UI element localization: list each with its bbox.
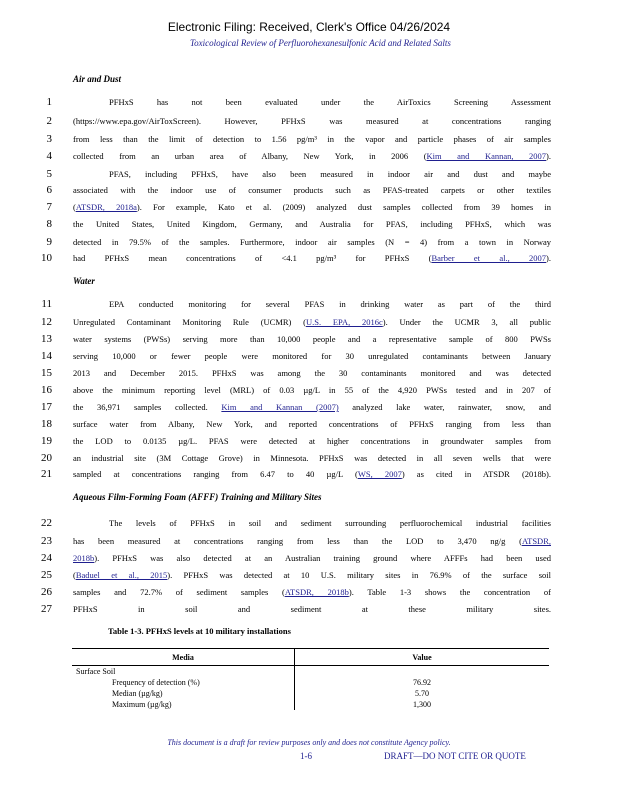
line-text: the United States, United Kingdom, Germany, and Australia for PFAS, including PFHxS, which was [73,219,551,229]
line-text: samples and 72.7% of sediment samples ( [73,587,285,597]
line-text: PFHxS has not been evaluated under the AirToxics Screening Assessment [109,97,551,107]
line-number: 19 [41,435,52,447]
disclaimer: This document is a draft for review purposes only and does not constitute Agency policy. [167,738,451,747]
line-number: 18 [41,418,52,430]
text-line [73,202,551,212]
citation-link[interactable]: Kim and Kannan (2007) [221,402,339,412]
line-number: 8 [46,218,52,230]
text-line [73,334,551,344]
row-label: Frequency of detection (%) [72,677,295,688]
line-number: 23 [41,535,52,547]
text-line [73,116,551,126]
row-value: 5.70 [415,689,429,698]
text-line [73,402,551,412]
row-value: 76.92 [413,678,431,687]
text-line [73,518,551,528]
text-line [73,604,551,614]
citation-link[interactable]: Barber et al., 2007 [431,253,547,263]
column-header-value: Value [295,649,550,666]
table-row [72,688,549,699]
line-text: ). [546,151,551,161]
line-number: 22 [41,517,52,529]
line-text: the LOD to 0.0135 µg/L. PFAS were detected at higher concentrations in groundwater samples from [73,436,551,446]
line-text: above the minimum reporting level (MRL) of 0.03 µg/L in 55 of the 4,920 PWSs tested and in 207 of [73,385,551,395]
line-text: had PFHxS mean concentrations of <4.1 pg/m³ for PFHxS ( [73,253,432,263]
table-group-row [72,666,549,678]
line-number: 16 [41,384,52,396]
table-row [72,677,549,688]
line-text: PFAS, including PFHxS, have also been measured in indoor air and dust and maybe [109,169,551,179]
line-number: 27 [41,603,52,615]
text-line [73,351,551,361]
line-number: 20 [41,452,52,464]
line-number: 12 [41,316,52,328]
line-text: has been measured at concentrations ranging from less than the LOD to 3,470 ng/g ( [73,536,522,546]
citation-link[interactable]: ATSDR, 2018b [284,587,349,597]
group-label: Surface Soil [72,666,295,678]
text-line [73,317,551,327]
text-line [73,587,551,597]
text-line [73,368,551,378]
line-text: ( [73,202,76,212]
text-line [73,570,551,580]
line-text: from less than the limit of detection to 1.56 pg/m³ in the vapor and particle phases of air samples [73,134,551,144]
text-line [73,553,551,563]
draft-notice: DRAFT—DO NOT CITE OR QUOTE [384,751,526,761]
line-text: associated with the indoor use of consumer products such as PFAS-treated carpets or other textiles [73,185,551,195]
citation-link[interactable]: Baduel et al., 2015 [75,570,168,580]
line-text: ). Under the UCMR 3, all public [382,317,551,327]
line-number: 24 [41,552,52,564]
line-text: water systems (PWSs) serving more than 10,000 people and a representative sample of 800 PWSs [73,334,551,344]
line-text: Unregulated Contaminant Monitoring Rule (UCMR) ( [73,317,306,327]
line-text: ). For example, Kato et al. (2009) analyzed dust samples collected from 39 homes in [136,202,551,212]
line-text: collected from an urban area of Albany, New York, in 2006 ( [73,151,427,161]
line-number: 4 [46,150,52,162]
row-label: Maximum (µg/kg) [72,699,295,710]
line-number: 2 [46,115,52,127]
line-text: The levels of PFHxS in soil and sediment surrounding perfluorochemical industrial facilities [109,518,551,528]
line-number: 15 [41,367,52,379]
text-line [73,469,551,479]
line-number: 26 [41,586,52,598]
line-number: 11 [41,298,52,310]
citation-link[interactable]: ATSDR, [521,536,551,546]
line-text: the 36,971 samples collected. [73,402,222,412]
running-title: Toxicological Review of Perfluorohexanesulfonic Acid and Related Salts [190,38,451,48]
line-text: sampled at concentrations ranging from 6.47 to 40 µg/L ( [73,469,358,479]
text-line [73,436,551,446]
citation-link[interactable]: ATSDR, 2018a [75,202,137,212]
text-line [73,253,551,263]
line-text: detected in 79.5% of the samples. Furthermore, indoor air samples (N = 4) from a town in Norway [73,237,551,247]
citation-link[interactable]: U.S. EPA, 2016c [305,317,383,327]
line-text: ( [73,570,76,580]
text-line [73,237,551,247]
line-number: 1 [46,96,52,108]
table-row [72,699,549,710]
line-text: ). PFHxS was also detected at an Australian training ground where AFFFs had been used [94,553,551,563]
column-header-media: Media [72,649,295,666]
text-line [73,385,551,395]
text-line [73,453,551,463]
line-text: ). PFHxS was detected at 10 U.S. military sites in 76.9% of the surface soil [167,570,551,580]
line-text: surface water from Albany, New York, and reported concentrations of PFHxS ranging from less than [73,419,551,429]
line-number: 10 [41,252,52,264]
line-number: 9 [46,236,52,248]
text-line [73,169,551,179]
section-heading-air: Air and Dust [73,74,122,84]
line-number: 13 [41,333,52,345]
text-line [73,419,551,429]
line-text: (https://www.epa.gov/AirToxScreen). However, PFHxS was measured at concentrations ranging [73,116,551,126]
citation-link[interactable]: 2018b [73,553,95,563]
line-text: PFHxS in soil and sediment at these military sites. [73,604,551,614]
row-label: Median (µg/kg) [72,688,295,699]
line-text: an industrial site (3M Cottage Grove) in Minnesota. PFHxS was detected in all seven wells that were [73,453,551,463]
table-caption: Table 1-3. PFHxS levels at 10 military installations [108,626,291,636]
data-table [72,648,549,710]
line-text: ) as cited in ATSDR (2018b). [401,469,551,479]
line-number: 6 [46,184,52,196]
citation-link[interactable]: WS, 2007 [357,469,402,479]
line-number: 7 [46,201,52,213]
text-line [73,97,551,107]
citation-link[interactable]: Kim and Kannan, 2007 [426,151,547,161]
line-text: 2013 and December 2015. PFHxS was among the 30 contaminants monitored and was detected [73,368,551,378]
text-line [73,219,551,229]
section-heading-afff: Aqueous Film-Forming Foam (AFFF) Training and Military Sites [73,492,322,502]
line-text: analyzed lake water, rainwater, snow, and [338,402,551,412]
line-number: 5 [46,168,52,180]
line-text: ). Table 1-3 shows the concentration of [348,587,551,597]
filing-header: Electronic Filing: Received, Clerk's Office 04/26/2024 [167,20,451,34]
line-text: EPA conducted monitoring for several PFAS in drinking water as part of the third [109,299,551,309]
line-text: ). [546,253,551,263]
page-number: 1-6 [300,751,312,761]
text-line [73,536,551,546]
line-number: 17 [41,401,52,413]
text-line [73,185,551,195]
line-text: serving 10,000 or fewer people were monitored for 30 unregulated contaminants between January [73,351,551,361]
text-line [73,299,551,309]
text-line [73,134,551,144]
text-line [73,151,551,161]
line-number: 14 [41,350,52,362]
line-number: 3 [46,133,52,145]
line-number: 21 [41,468,52,480]
section-heading-water: Water [73,276,95,286]
line-number: 25 [41,569,52,581]
row-value: 1,300 [413,700,431,709]
